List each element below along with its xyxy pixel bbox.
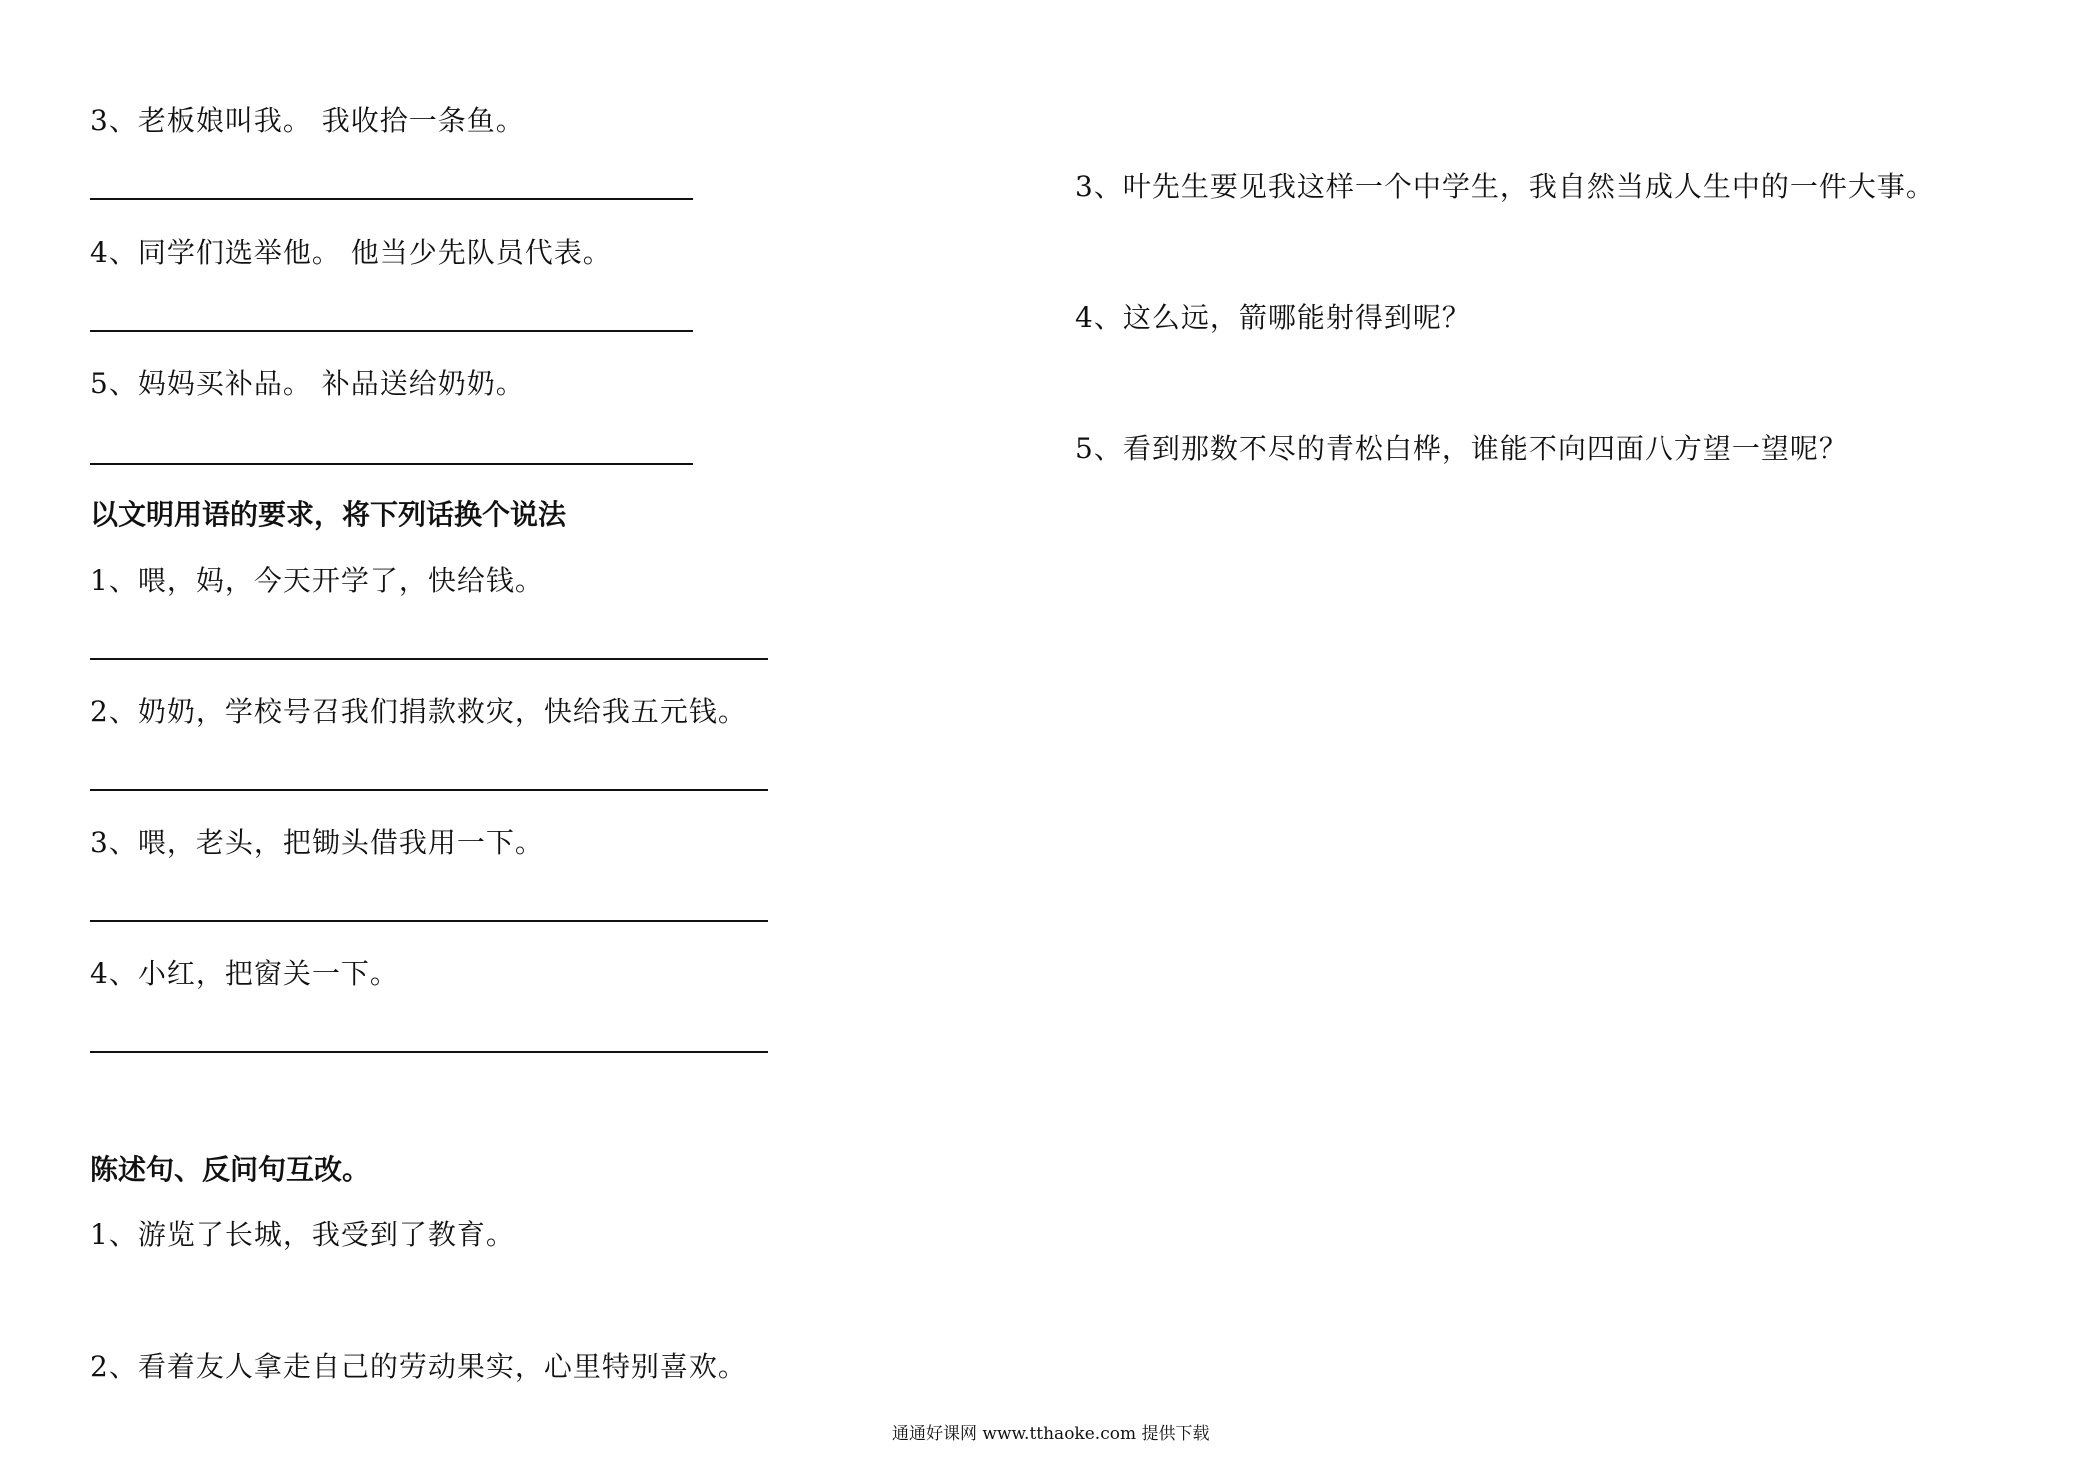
answer-line[interactable] xyxy=(90,198,693,200)
exercise-item: 3、喂，老头，把锄头借我用一下。 xyxy=(90,826,544,859)
answer-line[interactable] xyxy=(90,789,768,791)
exercise-item: 4、小红，把窗关一下。 xyxy=(90,957,399,990)
exercise-item: 1、游览了长城，我受到了教育。 xyxy=(90,1218,515,1251)
exercise-item: 5、看到那数不尽的青松白桦，谁能不向四面八方望一望呢？ xyxy=(1075,432,1848,465)
exercise-item: 5、妈妈买补品。 补品送给奶奶。 xyxy=(90,367,525,400)
section-title: 以文明用语的要求，将下列话换个说法 xyxy=(90,498,567,531)
answer-line[interactable] xyxy=(90,463,693,465)
section-title: 陈述句、反问句互改。 xyxy=(90,1153,371,1186)
answer-line[interactable] xyxy=(90,330,693,332)
footer-credit: 通通好课网 www.tthaoke.com 提供下载 xyxy=(892,1424,1210,1444)
answer-line[interactable] xyxy=(90,658,768,660)
exercise-item: 3、老板娘叫我。 我收拾一条鱼。 xyxy=(90,104,525,137)
exercise-item: 2、奶奶，学校号召我们捐款救灾，快给我五元钱。 xyxy=(90,695,747,728)
answer-line[interactable] xyxy=(90,920,768,922)
exercise-item: 2、看着友人拿走自己的劳动果实，心里特别喜欢。 xyxy=(90,1350,747,1383)
exercise-item: 4、同学们选举他。 他当少先队员代表。 xyxy=(90,236,612,269)
exercise-item: 4、这么远，箭哪能射得到呢？ xyxy=(1075,301,1471,334)
exercise-item: 1、喂，妈，今天开学了，快给钱。 xyxy=(90,564,544,597)
exercise-item: 3、叶先生要见我这样一个中学生，我自然当成人生中的一件大事。 xyxy=(1075,170,1935,203)
answer-line[interactable] xyxy=(90,1051,768,1053)
